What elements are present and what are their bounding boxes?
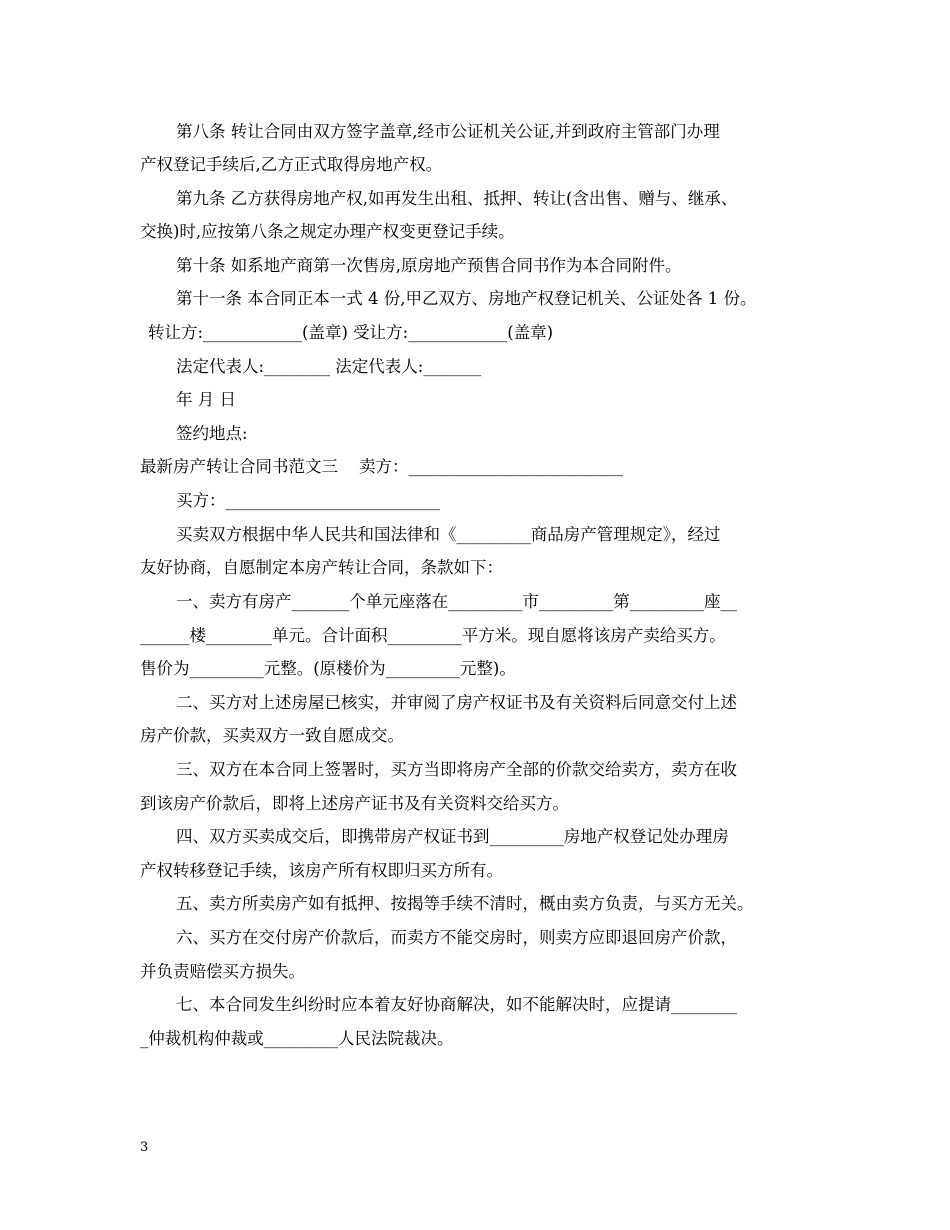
clause-1-line-3: 售价为_________元整。(原楼价为_________元整)。 xyxy=(140,659,516,678)
clause-1-line-2: ______楼________单元。合计面积_________平方米。现自愿将该房产卖给买方。 xyxy=(140,626,726,645)
clause-4-line-2: 产权转移登记手续，该房产所有权即归买方所有。 xyxy=(140,861,503,880)
article-10: 第十条 如系地产商第一次售房,原房地产预售合同书作为本合同附件。 xyxy=(176,256,682,275)
clause-6-line-2: 并负责赔偿买方损失。 xyxy=(140,962,305,981)
date-line: 年 月 日 xyxy=(176,390,236,409)
clause-6-line-1: 六、买方在交付房产价款后，而卖方不能交房时，则卖方应即退回房产价款， xyxy=(176,928,737,947)
signing-location-line: 签约地点: xyxy=(176,424,248,443)
intro-line-2: 友好协商，自愿制定本房产转让合同，条款如下： xyxy=(140,558,503,577)
clause-7-line-2: _仲裁机构仲裁或_________人民法院裁决。 xyxy=(140,1029,454,1048)
clause-2-line-1: 二、买方对上述房屋已核实，并审阅了房产权证书及有关资料后同意交付上述 xyxy=(176,693,737,712)
article-8-line-2: 产权登记手续后,乙方正式取得房地产权。 xyxy=(140,155,443,174)
clause-1-line-1: 一、卖方有房产_______个单元座落在_________市_________第_________座__ xyxy=(176,592,737,611)
article-9-line-2: 交换)时,应按第八条之规定办理产权变更登记手续。 xyxy=(140,222,515,241)
article-9-line-1: 第九条 乙方获得房地产权,如再发生出租、抵押、转让(含出售、赠与、继承、 xyxy=(176,189,738,208)
clause-7-line-1: 七、本合同发生纠纷时应本着友好协商解决，如不能解决时，应提请________ xyxy=(176,995,737,1014)
page-number: 3 xyxy=(140,1140,149,1155)
clause-3-line-1: 三、双方在本合同上签署时，买方当即将房产全部的价款交给卖方，卖方在收 xyxy=(176,760,737,779)
section-title-seller-line: 最新房产转让合同书范文三 卖方：__________________________ xyxy=(140,457,623,476)
legal-representative-line: 法定代表人:________ 法定代表人:_______ xyxy=(176,357,482,376)
intro-line-1: 买卖双方根据中华人民共和国法律和《_________商品房产管理规定》，经过 xyxy=(176,525,721,544)
clause-2-line-2: 房产价款，买卖双方一致自愿成交。 xyxy=(140,726,404,745)
article-11: 第十一条 本合同正本一式 4 份,甲乙双方、房地产权登记机关、公证处各 1 份。 xyxy=(176,289,757,308)
signature-parties-line: 转让方:____________(盖章) 受让方:____________(盖章) xyxy=(148,323,554,342)
clause-3-line-2: 到该房产价款后，即将上述房产证书及有关资料交给买方。 xyxy=(140,794,569,813)
clause-5: 五、卖方所卖房产如有抵押、按揭等手续不清时，概由卖方负责，与买方无关。 xyxy=(176,894,754,913)
clause-4-line-1: 四、双方买卖成交后，即携带房产权证书到_________房地产权登记处办理房 xyxy=(176,827,729,846)
buyer-line: 买方：__________________________ xyxy=(176,491,440,510)
article-8-line-1: 第八条 转让合同由双方签字盖章,经市公证机关公证,并到政府主管部门办理 xyxy=(176,122,720,141)
